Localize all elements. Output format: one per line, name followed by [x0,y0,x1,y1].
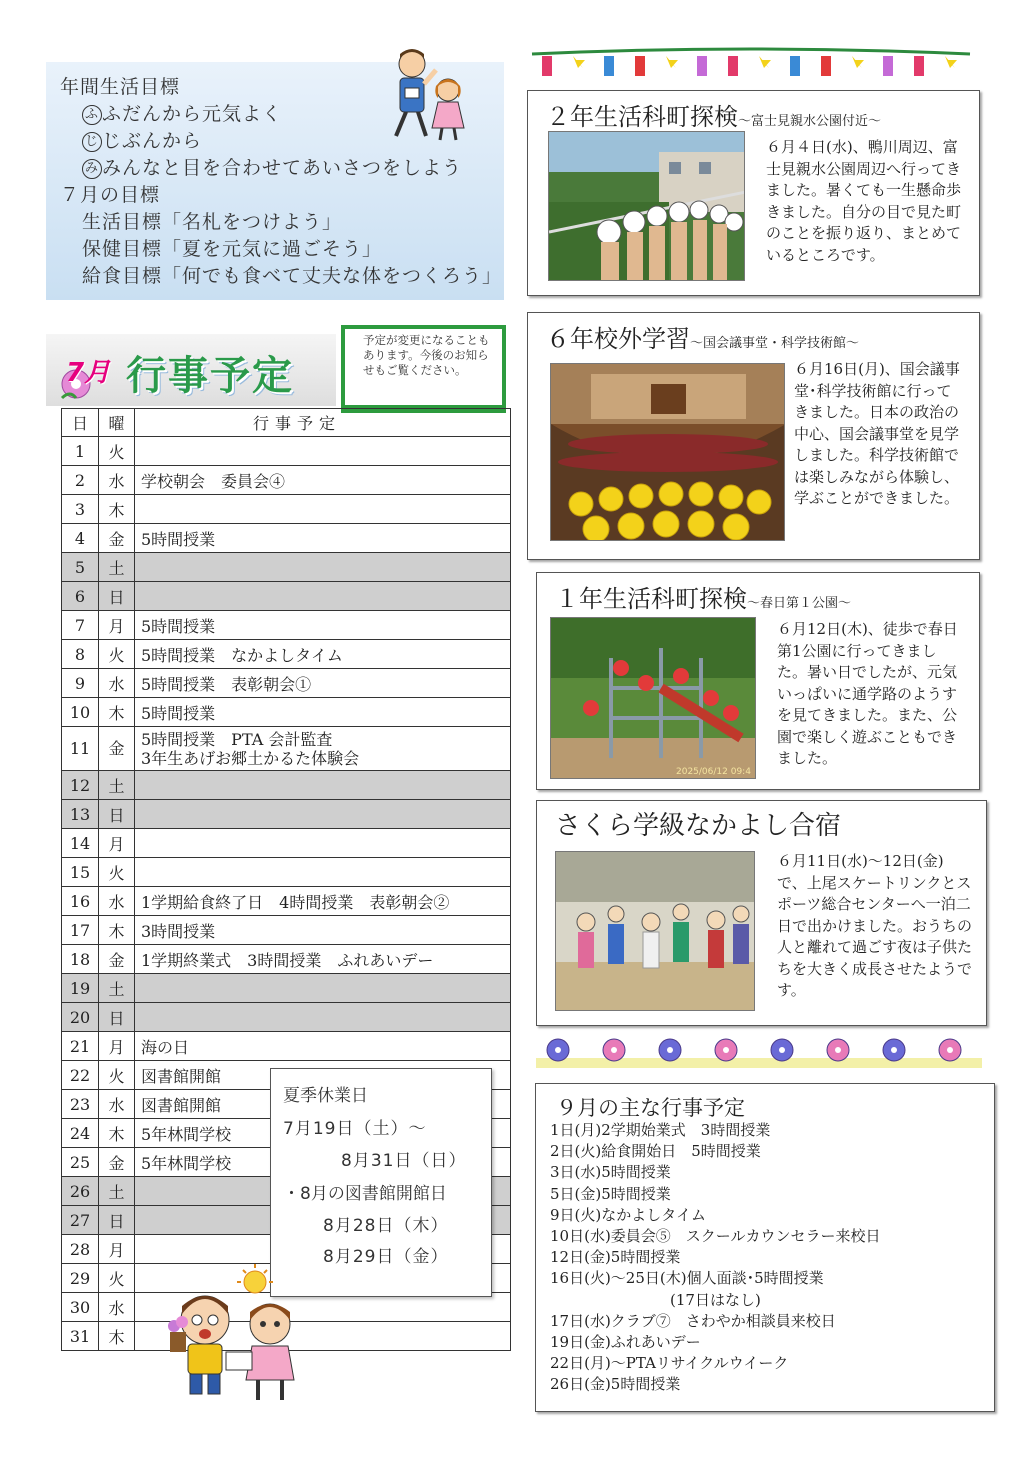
article-6th-grade [527,312,980,560]
event-cell [135,800,511,829]
goal-mark-3: み [82,159,102,179]
day-cell: 28 [62,1235,99,1264]
event-text: 5時間授業 なかよしタイム [141,645,343,665]
article-title-main: ６年校外学習 [546,325,690,353]
list-item: 22日(月)～PTAリサイクルウイーク [550,1354,789,1373]
weekday-cell: 土 [99,771,135,800]
garland-ornament [821,56,831,76]
event-text: 5時間授業 [141,616,216,636]
event-cell [135,698,511,727]
photo-date-stamp: 2025/06/12 09:4 [676,767,751,777]
day-cell: 22 [62,1061,99,1090]
library-heading: ・8月の図書館開館日 [283,1184,447,1204]
weekday-cell: 水 [99,1090,135,1119]
article-sakura-class [536,800,987,1026]
list-item: 26日(金)5時間授業 [550,1375,681,1394]
header-event: 行事予定 [135,409,511,437]
summer-from: 7月19日（土）～ [283,1119,427,1139]
day-cell: 13 [62,800,99,829]
day-cell: 12 [62,771,99,800]
annual-goal-3-text: みんなと目を合わせてあいさつをしよう [102,157,463,179]
annual-goal-3 [82,153,462,180]
event-cell [135,582,511,611]
list-item: 2日(火)給食開始日 5時間授業 [550,1142,761,1161]
list-item: (17日はなし) [550,1290,761,1309]
photo-diet-chamber [550,363,785,541]
weekday-cell: 月 [99,611,135,640]
table-row [62,800,511,829]
day-cell: 4 [62,524,99,553]
september-list [550,1120,881,1395]
table-row [62,727,511,771]
summer-to: 8月31日（日） [341,1151,467,1171]
day-cell: 10 [62,698,99,727]
table-row [62,495,511,524]
garland-ornament [666,56,678,68]
weekday-cell: 水 [99,1293,135,1322]
garland-ornament [697,56,707,76]
morning-glory-center [611,1047,617,1053]
list-item: 10日(水)委員会⑤ スクールカウンセラー来校日 [550,1226,881,1245]
weekday-cell: 月 [99,1235,135,1264]
day-cell: 17 [62,916,99,945]
day-cell: 30 [62,1293,99,1322]
annual-goal-1 [82,99,282,126]
event-text: 学校朝会 委員会④ [141,471,286,491]
event-cell [135,553,511,582]
weekday-cell: 木 [99,1322,135,1351]
morning-glory-garland-decoration [536,1036,982,1072]
table-row [62,640,511,669]
table-row [62,553,511,582]
event-cell [135,974,511,1003]
weekday-cell: 木 [99,916,135,945]
weekday-cell: 水 [99,887,135,916]
goal-mark-1: ふ [82,105,102,125]
garland-ornament [573,56,585,68]
garland-ornament [945,56,957,68]
article-1st-grade [536,572,980,790]
annual-goal-2 [82,126,202,153]
day-cell: 11 [62,727,99,771]
photo-students-park [548,131,745,281]
event-text: 5時間授業 [141,703,216,723]
table-row [62,887,511,916]
july-goals-heading: ７月の目標 [60,184,161,206]
weekday-cell: 土 [99,553,135,582]
garland-ornament [790,56,800,76]
event-text: 5年林間学校 [141,1153,232,1173]
event-text: 図書館開館 [141,1095,222,1115]
weekday-cell: 日 [99,582,135,611]
goal-mark-2: じ [82,132,102,152]
day-cell: 29 [62,1264,99,1293]
header-weekday: 曜 [99,409,135,437]
event-text: 図書館開館 [141,1066,222,1086]
weekday-cell: 水 [99,466,135,495]
weekday-cell: 火 [99,1264,135,1293]
list-item: 5日(金)5時間授業 [550,1184,671,1203]
library-day-1: 8月28日（木） [323,1216,449,1236]
day-cell: 1 [62,437,99,466]
event-cell [135,887,511,916]
event-cell [135,727,511,771]
september-schedule-box [535,1083,995,1412]
weekday-cell: 火 [99,640,135,669]
day-cell: 27 [62,1206,99,1235]
event-cell [135,466,511,495]
weekday-cell: 木 [99,495,135,524]
event-cell [135,771,511,800]
table-row [62,858,511,887]
weekday-cell: 水 [99,669,135,698]
day-cell: 6 [62,582,99,611]
weekday-cell: 月 [99,1032,135,1061]
weekday-cell: 金 [99,727,135,771]
library-day-2: 8月29日（金） [323,1247,449,1267]
day-cell: 14 [62,829,99,858]
weekday-cell: 月 [99,829,135,858]
weekday-cell: 金 [99,524,135,553]
garland-ornament [914,56,924,76]
table-row [62,466,511,495]
day-cell: 26 [62,1177,99,1206]
morning-glory-center [835,1047,841,1053]
event-text: 1学期終業式 3時間授業 ふれあいデー [141,950,434,970]
article-title-main: さくら学級なかよし合宿 [555,811,842,841]
event-cell [135,495,511,524]
annual-goal-1-text: ふだんから元気よく [102,103,283,125]
photo-playground [550,617,756,779]
event-text: 5時間授業 表彰朝会① [141,674,312,694]
schedule-title: 行事予定 [126,353,294,399]
table-row [62,771,511,800]
event-cell [135,945,511,974]
article-2nd-grade [527,90,980,296]
september-title: ９月の主な行事予定 [556,1096,745,1120]
table-row [62,916,511,945]
garland-ornament [728,56,738,76]
photo-gym-children [555,851,755,1011]
july-goal-1: 生活目標「名札をつけよう」 [82,211,343,233]
event-cell [135,1003,511,1032]
children-walking-illustration [372,46,482,142]
weekday-cell: 火 [99,858,135,887]
day-cell: 31 [62,1322,99,1351]
tanabata-garland-decoration [528,46,974,82]
weekday-cell: 日 [99,1206,135,1235]
article-text: ６月16日(月)、国会議事堂･科学技術館に行ってきました。日本の政治の中心、国会議事堂を見学しました。科学技術館では楽しみながら体験し、学ぶことができました。 [794,360,960,507]
morning-glory-center [555,1047,561,1053]
article-text: ６月11日(水)～12日(金)で、上尾スケートリンクとスポーツ総合センターへ一泊二日で出かけました。おうちの人と離れて過ごす夜は子供たちを大きく成長させたようです。 [777,852,972,999]
table-row [62,974,511,1003]
table-row [62,669,511,698]
table-row [62,829,511,858]
garland-ornament [852,56,864,68]
day-cell: 21 [62,1032,99,1061]
weekday-cell: 土 [99,1177,135,1206]
list-item: 16日(火)～25日(木)個人面談･5時間授業 [550,1269,824,1288]
event-cell [135,916,511,945]
month-badge: 7月 [66,358,111,388]
event-cell [135,858,511,887]
event-text: 5年林間学校 [141,1124,232,1144]
event-cell [135,640,511,669]
article-title-main: ２年生活科町探検 [546,103,738,131]
weekday-cell: 木 [99,698,135,727]
list-item: 1日(月)2学期始業式 3時間授業 [550,1121,771,1139]
garland-ornament [883,56,893,76]
children-reading-illustration [160,1262,310,1412]
article-title [546,319,859,354]
article-subtitle: ～春日第１公園～ [747,596,852,611]
table-row [62,1032,511,1061]
article-title [555,579,851,614]
schedule-notice: 予定が変更になることもあります。今後のお知らせもご覧ください。 [341,325,506,413]
day-cell: 8 [62,640,99,669]
article-subtitle: ～富士見親水公園付近～ [738,114,882,129]
weekday-cell: 金 [99,945,135,974]
table-header-row [62,409,511,437]
summer-heading: 夏季休業日 [283,1086,368,1106]
article-text: ６月12日(木)、徒歩で春日第1公園に行ってきました。暑い日でしたが、元気いっぱいに通学路のようすを見てきました。また、公園で楽しく遊ぶこともできました。 [777,620,958,767]
morning-glory-center [723,1047,729,1053]
event-cell [135,1032,511,1061]
day-cell: 20 [62,1003,99,1032]
weekday-cell: 日 [99,800,135,829]
list-item: 17日(水)クラブ⑦ さわやか相談員来校日 [550,1311,836,1330]
event-cell [135,437,511,466]
list-item: 9日(火)なかよしタイム [550,1205,706,1224]
event-cell [135,829,511,858]
article-title-main: １年生活科町探検 [555,585,747,613]
table-row [62,611,511,640]
table-row [62,698,511,727]
day-cell: 3 [62,495,99,524]
morning-glory-center [891,1047,897,1053]
article-subtitle: ～国会議事堂・科学技術館～ [690,336,860,351]
day-cell: 18 [62,945,99,974]
schedule-title-banner [46,334,336,406]
morning-glory-center [779,1047,785,1053]
event-cell [135,524,511,553]
table-row [62,582,511,611]
day-cell: 7 [62,611,99,640]
table-row [62,1003,511,1032]
weekday-cell: 土 [99,974,135,1003]
day-cell: 5 [62,553,99,582]
day-cell: 15 [62,858,99,887]
annual-goal-2-text: じぶんから [102,130,203,152]
list-item: 19日(金)ふれあいデー [550,1332,701,1351]
july-goal-3: 給食目標「何でも食べて丈夫な体をつくろう」 [82,265,503,287]
event-text: 5時間授業 [141,529,216,549]
garland-ornament [542,56,552,76]
day-cell: 25 [62,1148,99,1177]
event-text: 1学期給食終了日 4時間授業 表彰朝会② [141,892,450,912]
july-goal-2: 保健目標「夏を元気に過ごそう」 [82,238,383,260]
garland-ornament [604,56,614,76]
weekday-cell: 火 [99,1061,135,1090]
weekday-cell: 木 [99,1119,135,1148]
weekday-cell: 金 [99,1148,135,1177]
article-title [546,97,881,132]
event-text: 5時間授業 PTA 会計監査 [141,729,333,749]
article-title [555,805,841,842]
day-cell: 19 [62,974,99,1003]
article-text: ６月４日(水)、鴨川周辺、富士見親水公園周辺へ行ってきました。暑くても一生懸命歩きました。自分の目で見た町のことを振り返り、まとめているところです。 [766,138,962,264]
day-cell: 24 [62,1119,99,1148]
event-text: 海の日 [141,1037,190,1057]
garland-ornament [635,56,645,76]
list-item: 12日(金)5時間授業 [550,1248,681,1267]
table-row [62,437,511,466]
table-row [62,945,511,974]
event-cell [135,611,511,640]
morning-glory-center [667,1047,673,1053]
day-cell: 16 [62,887,99,916]
event-cell [135,669,511,698]
day-cell: 2 [62,466,99,495]
weekday-cell: 火 [99,437,135,466]
event-text: 3時間授業 [141,921,216,941]
table-row [62,524,511,553]
annual-goals-heading: 年間生活目標 [60,76,181,98]
weekday-cell: 日 [99,1003,135,1032]
morning-glory-center [947,1047,953,1053]
day-cell: 23 [62,1090,99,1119]
header-day: 日 [62,409,99,437]
day-cell: 9 [62,669,99,698]
list-item: 3日(水)5時間授業 [550,1163,671,1182]
garland-ornament [759,56,771,68]
event-text-line2: 3年生あげお郷土かるた体験会 [141,748,360,768]
